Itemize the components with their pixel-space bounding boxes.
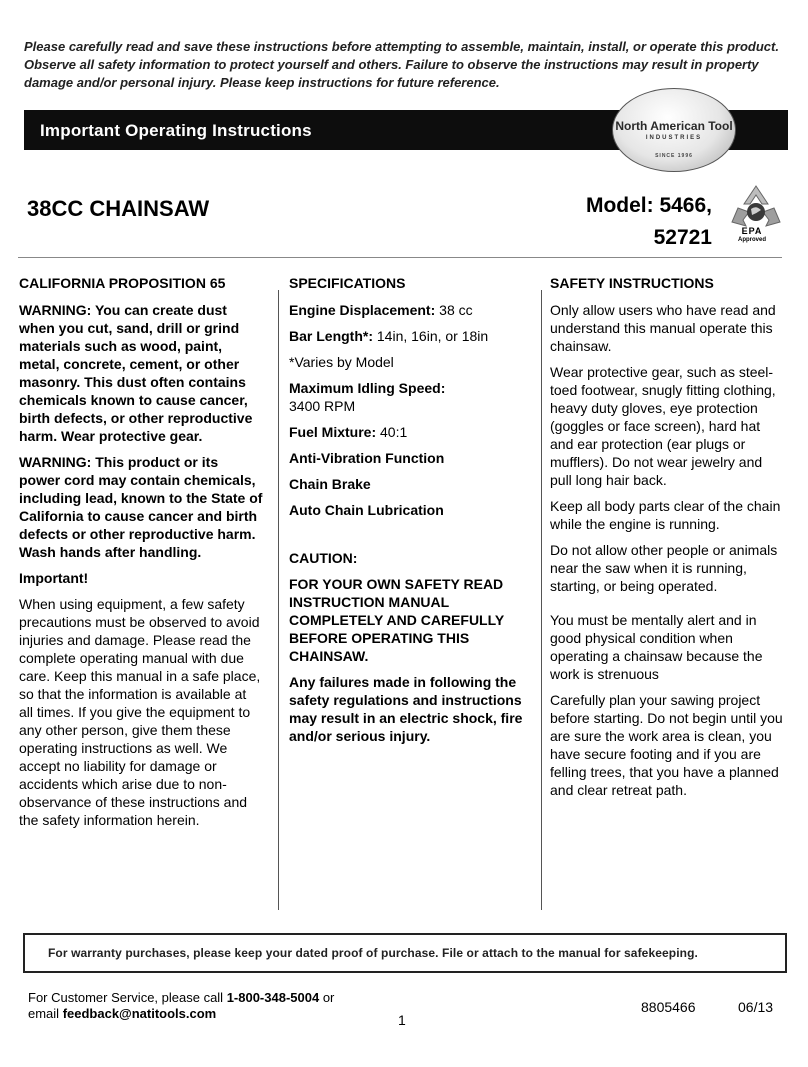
safety-item: Do not allow other people or animals near the saw when it is running, starting, or being operated.: [550, 542, 778, 594]
epa-sub: Approved: [737, 237, 766, 243]
column-specifications: [289, 274, 529, 753]
spec-idle: [289, 379, 529, 415]
model-line-1: Model: 5466,: [585, 194, 712, 217]
spec-feature-chain-brake: Chain Brake: [289, 476, 371, 492]
service-phone[interactable]: 1-800-348-5004: [226, 990, 320, 1005]
service-email[interactable]: feedback@natitools.com: [62, 1006, 217, 1021]
product-title: 38CC CHAINSAW: [27, 196, 210, 221]
spec-fuel-label: Fuel Mixture:: [289, 424, 377, 440]
model-line-2: 52721: [653, 226, 712, 249]
company-logo: [612, 88, 736, 172]
safety-item: Keep all body parts clear of the chain while the engine is running.: [550, 498, 781, 532]
safety-item: Carefully plan your sawing project before starting. Do not begin until you are sure the work area is clean, you have secure footing and if you are felling trees, that you have a planned and clear retreat path.: [550, 692, 783, 798]
document-code: 8805466: [641, 999, 696, 1015]
spec-bar-label: Bar Length*:: [289, 328, 373, 344]
warranty-notice-box: [23, 933, 787, 973]
spec-varies-note: *Varies by Model: [289, 354, 394, 370]
caution-text: FOR YOUR OWN SAFETY READ INSTRUCTION MANUAL COMPLETELY AND CAREFULLY BEFORE OPERATING THIS CHAINSAW.: [289, 576, 504, 664]
specs-heading: SPECIFICATIONS: [289, 275, 406, 291]
column-divider: [541, 290, 542, 910]
spec-engine: [289, 301, 529, 319]
spec-idle-value: 3400 RPM: [289, 398, 356, 414]
spec-feature-lubrication: Auto Chain Lubrication: [289, 502, 444, 518]
column-proposition-65: [19, 274, 263, 837]
failures-text: Any failures made in following the safety regulations and instructions may result in an electric shock, fire and/or serious injury.: [289, 674, 523, 744]
spec-bar-value: 14in, 16in, or 18in: [373, 328, 489, 344]
safety-item: Wear protective gear, such as steel-toed footwear, snugly fitting clothing, heavy duty gloves, eye protection (goggles or face screen), hard hat and ear protection (ear plugs or mufflers). Do not wear jewelry and pull long hair back.: [550, 364, 776, 488]
spec-fuel: [289, 423, 529, 441]
email-prefix: email: [28, 1006, 63, 1021]
customer-service-footer: [28, 990, 334, 1022]
logo-name: North American Tool: [615, 119, 733, 133]
column-divider: [278, 290, 279, 910]
safety-heading: SAFETY INSTRUCTIONS: [550, 275, 714, 291]
spec-feature-antivibration: Anti-Vibration Function: [289, 450, 445, 466]
header-divider: [18, 257, 782, 258]
intro-notice: Please carefully read and save these instructions before attempting to assemble, maintain, install, or operate this product. Observe all safety information to protect yourself and others. Failure to observe the instructions may result in property damage and/or personal injury. Please keep instructions for future reference.: [24, 39, 779, 90]
prop65-heading: CALIFORNIA PROPOSITION 65: [19, 275, 226, 291]
epa-label: EPA: [741, 226, 763, 236]
safety-item: Only allow users who have read and understand this manual operate this chainsaw.: [550, 302, 776, 354]
service-or: or: [319, 990, 335, 1005]
logo-since: SINCE 1996: [655, 153, 693, 159]
safety-item: You must be mentally alert and in good physical condition when operating a chainsaw because the work is strenuous: [550, 612, 763, 682]
banner-title: Important Operating Instructions: [40, 121, 312, 140]
spec-engine-value: 38 cc: [435, 302, 473, 318]
warranty-text: For warranty purchases, please keep your dated proof of purchase. File or attach to the manual for safekeeping.: [48, 946, 698, 960]
document-date: 06/13: [738, 999, 774, 1015]
spec-fuel-value: 40:1: [376, 424, 408, 440]
model-number: [512, 190, 712, 254]
spec-idle-label: Maximum Idling Speed:: [289, 380, 446, 396]
service-prefix: For Customer Service, please call: [28, 990, 227, 1005]
caution-heading: CAUTION:: [289, 550, 358, 566]
logo-sub: INDUSTRIES: [645, 135, 703, 141]
spec-bar: [289, 327, 529, 345]
chemical-warning: WARNING: This product or its power cord may contain chemicals, including lead, known to the State of California to cause cancer and birth defects or other reproductive harm. Wash hands after handling.: [19, 454, 263, 560]
column-safety-instructions: [550, 274, 785, 807]
page-number: 1: [398, 1012, 406, 1028]
dust-warning: WARNING: You can create dust when you cut, sand, drill or grind materials such as wood, paint, metal, concrete, cement, or other masonry. This dust often contains chemicals known to cause cancer, birth defects, or other reproductive harm. Wear protective gear.: [19, 302, 253, 444]
important-text: When using equipment, a few safety precautions must be observed to avoid injuries and damage. Please read the complete operating manual with due care. Keep this manual in a safe place, so that the information is available at all times. If you give the equipment to any other person, give them these operating instructions as well. We accept no liability for damage or accidents which arise due to non-observance of these instructions and the safety information herein.: [19, 596, 261, 828]
spec-engine-label: Engine Displacement:: [289, 302, 436, 318]
important-heading: Important!: [19, 570, 89, 586]
